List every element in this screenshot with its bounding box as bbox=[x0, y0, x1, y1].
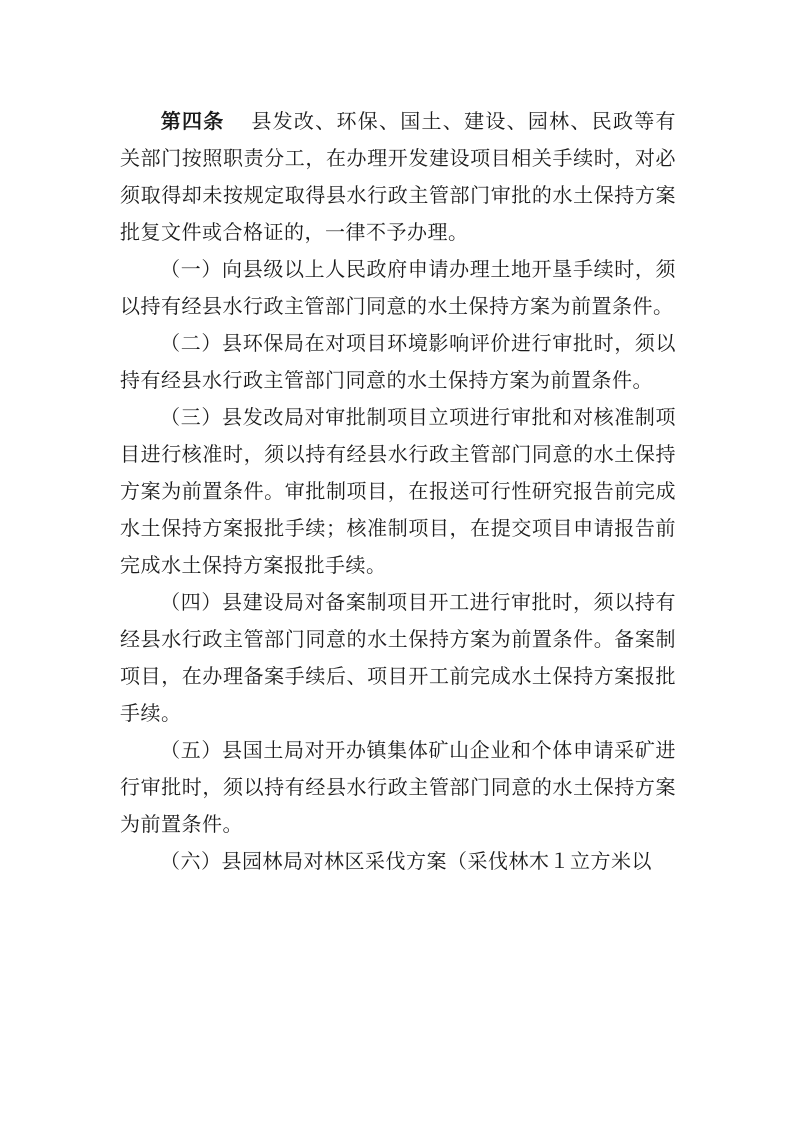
list-item bbox=[120, 584, 676, 732]
article-heading: 第四条 bbox=[160, 109, 225, 133]
document-body bbox=[120, 103, 676, 880]
article-paragraph bbox=[120, 103, 676, 251]
list-item bbox=[120, 399, 676, 584]
item-text: （五）县国土局对开办镇集体矿山企业和个体申请采矿进行审批时，须以持有经县水行政主管部门同意的水土保持方案为前置条件。 bbox=[120, 738, 676, 836]
list-item bbox=[120, 732, 676, 843]
article-intro: 县发改、环保、国土、建设、园林、民政等有关部门按照职责分工，在办理开发建设项目相关手续时，对必须取得却未按规定取得县水行政主管部门审批的水土保持方案批复文件或合格证的，一律不予办理。 bbox=[120, 109, 677, 244]
item-text: （四）县建设局对备案制项目开工进行审批时，须以持有经县水行政主管部门同意的水土保持方案为前置条件。备案制项目，在办理备案手续后、项目开工前完成水土保持方案报批手续。 bbox=[120, 590, 676, 725]
list-item bbox=[120, 251, 676, 325]
item-text: （二）县环保局在对项目环境影响评价进行审批时，须以持有经县水行政主管部门同意的水土保持方案为前置条件。 bbox=[120, 331, 676, 392]
list-item bbox=[120, 843, 676, 880]
item-text: （六）县园林局对林区采伐方案（采伐林木１立方米以 bbox=[160, 849, 652, 873]
item-text: （一）向县级以上人民政府申请办理土地开垦手续时，须以持有经县水行政主管部门同意的水土保持方案为前置条件。 bbox=[120, 257, 676, 318]
item-text: （三）县发改局对审批制项目立项进行审批和对核准制项目进行核准时，须以持有经县水行政主管部门同意的水土保持方案为前置条件。审批制项目，在报送可行性研究报告前完成水土保持方案报批手续；核准制项目，在提交项目申请报告前完成水土保持方案报批手续。 bbox=[120, 405, 676, 577]
list-item bbox=[120, 325, 676, 399]
